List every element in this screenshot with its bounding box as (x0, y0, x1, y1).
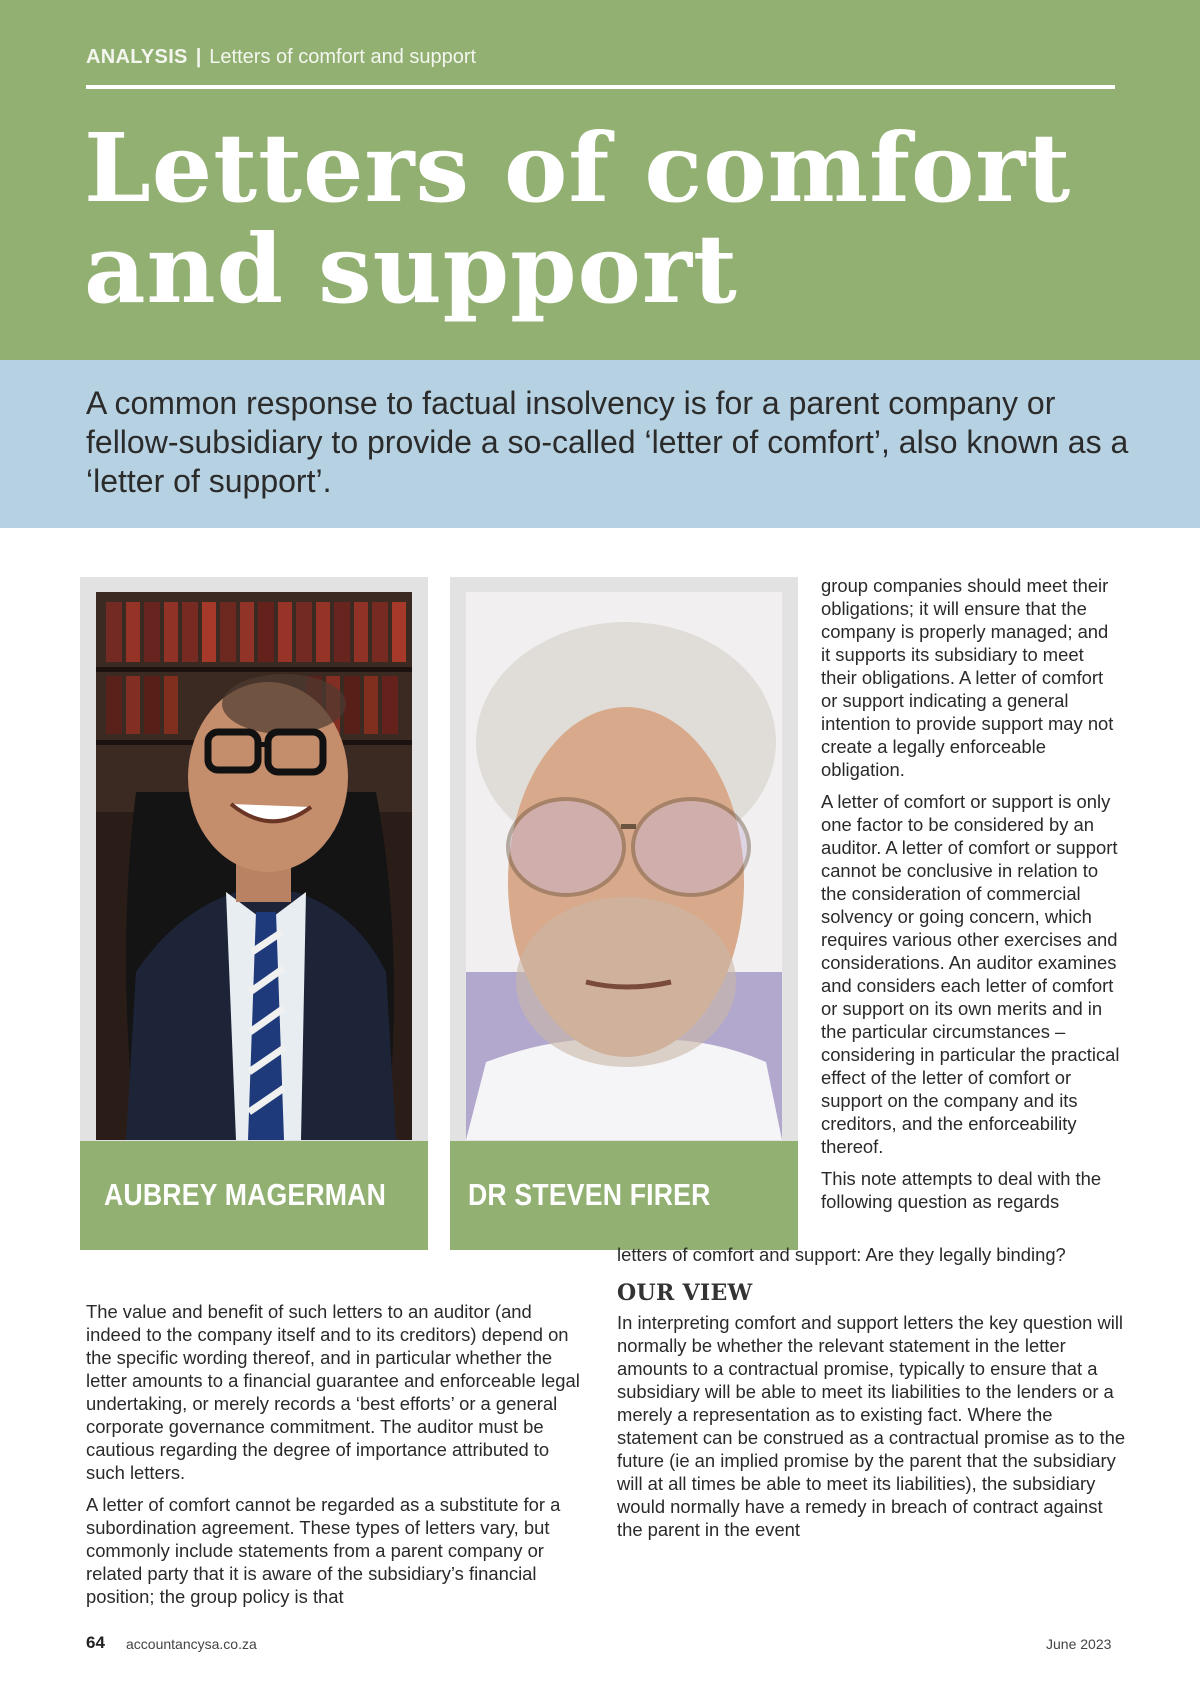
author-card-1 (80, 577, 428, 1250)
body-paragraph-continued: letters of comfort and support: Are they legally binding? (617, 1244, 1066, 1265)
body-paragraph: group companies should meet their obligations; it will ensure that the company is properly managed; and it supports its subsidiary to meet their obligations. A letter of comfort or support indicating a general intention to provide support may not create a legally enforceable obligation. (821, 575, 1114, 780)
author-photo-2-image (466, 592, 782, 1140)
body-column-left (86, 1300, 590, 1617)
body-column-middle (617, 1243, 1127, 1550)
section-label: ANALYSIS (86, 46, 188, 68)
section-subheading: OUR VIEW (617, 1280, 753, 1306)
header-rule (86, 85, 1115, 89)
body-paragraph: A letter of comfort or support is only one factor to be considered by an auditor. A letter of comfort or support cannot be conclusive in relation to the consideration of commercial solvency or going concern, which requires various other exercises and considerations. An auditor examines and considers each letter of comfort or support on its own merits and in the particular circumstances – considering in particular the practical effect of the letter of comfort or support on the company and its creditors, and the enforceability thereof. (821, 791, 1120, 1157)
section-topic: Letters of comfort and support (209, 46, 477, 68)
body-column-right (821, 574, 1121, 1213)
standfirst-band (0, 360, 1200, 528)
author-photo-2 (466, 592, 782, 1140)
running-head (86, 46, 476, 69)
author-photo-1-image (96, 592, 412, 1140)
website-url: accountancysa.co.za (126, 1636, 257, 1652)
author-namebar-2 (450, 1141, 798, 1250)
title-line-2: and support (84, 214, 738, 325)
header-band (0, 0, 1200, 360)
author-name-1: AUBREY MAGERMAN (104, 1177, 387, 1212)
body-paragraph: This note attempts to deal with the following question as regards (821, 1168, 1102, 1212)
author-name-2: DR STEVEN FIRER (468, 1177, 711, 1212)
issue-date: June 2023 (1046, 1636, 1112, 1652)
author-card-2 (450, 577, 798, 1250)
running-head-separator: | (195, 46, 202, 68)
body-paragraph: A letter of comfort cannot be regarded as a substitute for a subordination agreement. These types of letters vary, but commonly include statements from a parent company or related party that it is aware of the subsidiary’s financial position; the group policy is that (86, 1494, 561, 1607)
body-paragraph: In interpreting comfort and support letters the key question will normally be whether the relevant statement in the letter amounts to a contractual promise, typically to ensure that a subsidiary will be able to meet its liabilities to the lenders or a merely a representation as to existing fact. Where the statement can be construed as a contractual promise as to the future (ie an implied promise by the parent that the subsidiary will at all times be able to meet its liabilities), the subsidiary would normally have a remedy in breach of contract against the parent in the event (617, 1312, 1126, 1540)
author-namebar-1 (80, 1141, 428, 1250)
title-line-1: Letters of comfort (84, 113, 1072, 224)
article-title (84, 113, 1144, 325)
page-number: 64 (86, 1633, 105, 1652)
standfirst-text: A common response to factual insolvency is for a parent company or fellow-subsidiary to provide a so-called ‘letter of comfort’, also known as a ‘letter of support’. (86, 385, 1129, 499)
author-photo-1 (96, 592, 412, 1140)
body-paragraph: The value and benefit of such letters to an auditor (and indeed to the company itself and to its creditors) depend on the specific wording thereof, and in particular whether the letter amounts to a financial guarantee and enforceable legal undertaking, or merely records a ‘best efforts’ or a general corporate governance commitment. The auditor must be cautious regarding the degree of importance attributed to such letters. (86, 1301, 580, 1483)
